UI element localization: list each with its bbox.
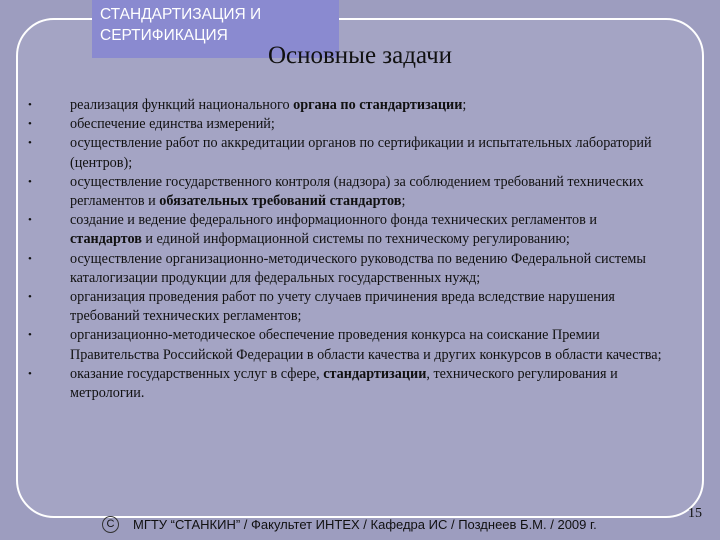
- list-item-bold-text: органа по стандартизации: [293, 97, 463, 113]
- list-item-text: ;: [462, 97, 467, 113]
- page-number: 15: [688, 506, 702, 521]
- list-item: [26, 250, 666, 288]
- list-item-text: обеспечение единства измерений;: [70, 116, 275, 133]
- bullet-icon: •: [28, 137, 32, 150]
- list-item-text: осуществление работ по аккредитации органов по сертификации и испытательных лабораторий (центров);: [70, 135, 652, 171]
- bullet-icon: •: [28, 214, 32, 227]
- list-item-text: осуществление государственного контроля (надзора) за соблюдением требований технических регламентов и: [70, 173, 644, 210]
- list-item: [26, 115, 666, 134]
- list-item-text: и единой информационной системы по техническому регулированию;: [141, 231, 570, 248]
- list-item: [26, 134, 666, 172]
- list-item-bold-text: стандартов: [70, 231, 142, 248]
- bullet-icon: •: [28, 99, 32, 111]
- footer-text: МГТУ “СТАНКИН” / Факультет ИНТЕХ / Кафедра ИС / Позднеев Б.М. / 2009 г.: [133, 517, 597, 532]
- list-item-text: создание и ведение федерального информационного фонда технических регламентов и: [70, 212, 597, 229]
- list-item: [26, 326, 666, 364]
- course-header-line1: СТАНДАРТИЗАЦИЯ И: [100, 6, 262, 23]
- bullet-icon: •: [28, 118, 32, 131]
- copyright-icon: С: [102, 516, 119, 533]
- bullet-icon: •: [28, 252, 32, 265]
- list-item-text: , технического регулирования и метрологии.: [70, 365, 618, 402]
- list-item: [26, 211, 666, 249]
- list-item-bold-text: обязательных требований стандартов: [159, 193, 402, 210]
- list-item-text: реализация функций национального: [70, 97, 294, 113]
- list-item: [26, 365, 666, 403]
- slide-title: Основные задачи: [267, 42, 453, 69]
- course-header-line2: СЕРТИФИКАЦИЯ: [100, 27, 228, 44]
- list-item-text: осуществление организационно-методического руководства по ведению Федеральной системы каталогизации продукции для федеральных государственных нужд;: [70, 250, 646, 286]
- list-item-bold-text: стандартизации: [323, 365, 427, 382]
- bullet-icon: •: [28, 367, 32, 380]
- list-item-text: оказание государственных услуг в сфере,: [70, 365, 324, 382]
- list-item: [26, 96, 666, 115]
- list-item-text: ;: [401, 193, 406, 210]
- bullet-icon: •: [28, 175, 32, 188]
- task-list: [26, 96, 666, 403]
- bullet-icon: •: [28, 291, 32, 304]
- list-item-text: организация проведения работ по учету случаев причинения вреда вследствие нарушения требований технических регламентов;: [70, 289, 615, 325]
- list-item-text: организационно-методическое обеспечение проведения конкурса на соискание Премии Правительства Российской Федерации в области качества и других конкурсов в области качества;: [70, 327, 662, 363]
- footer: [102, 516, 597, 533]
- list-item: [26, 173, 666, 211]
- list-item: [26, 288, 666, 326]
- bullet-icon: •: [28, 329, 32, 342]
